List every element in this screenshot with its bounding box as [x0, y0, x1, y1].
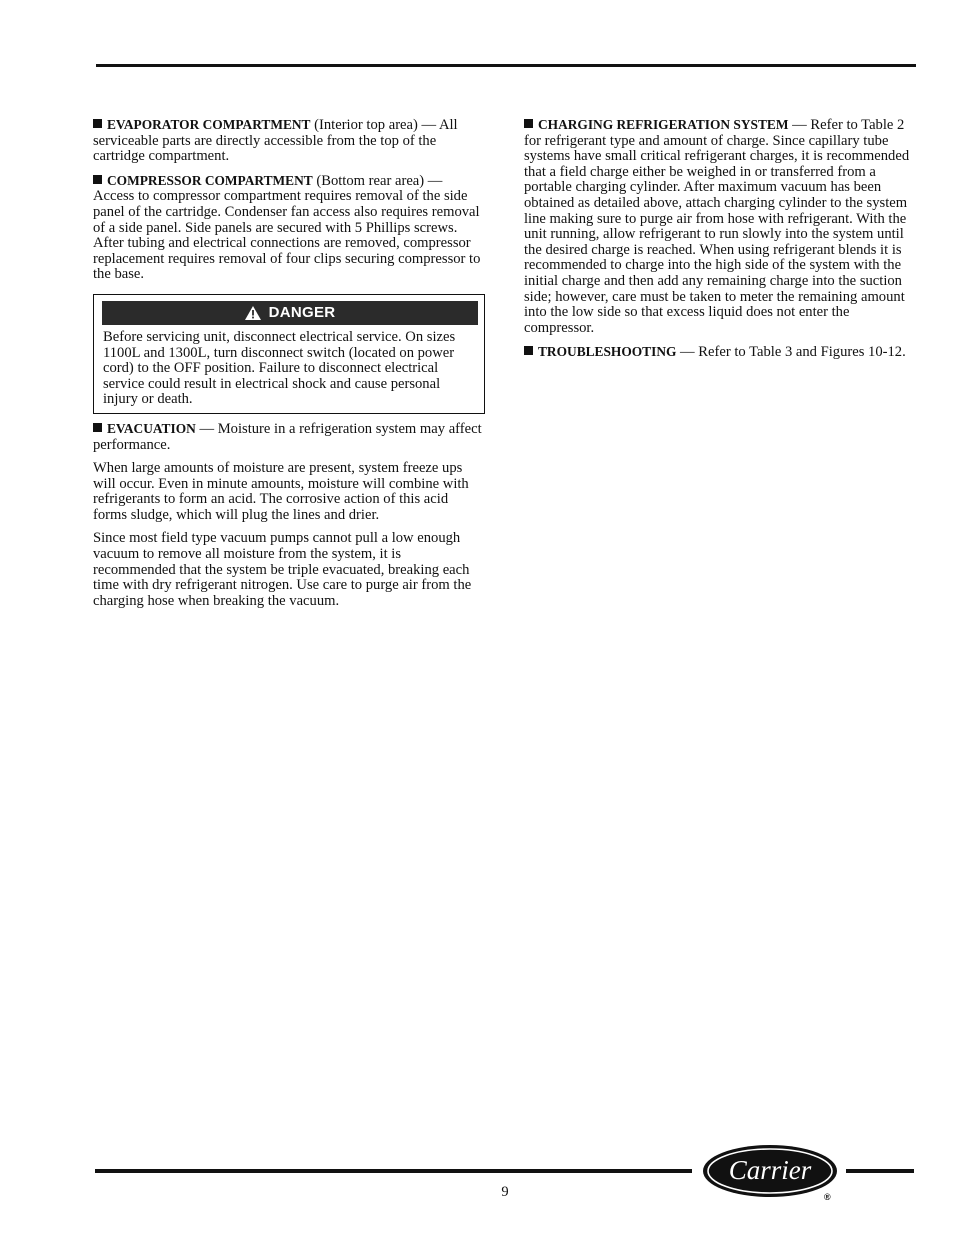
page-number: 9 [501, 1184, 509, 1200]
danger-text: Before servicing unit, disconnect electrical service. On sizes 1100L and 1300L, turn disconnect switch (located on power cord) to the OFF position. Failure to disconnect electrical service could result in electrical shock and cause personal injury or death. [103, 328, 456, 408]
footer-rule-left [95, 1169, 692, 1173]
compressor-heading: COMPRESSOR COMPARTMENT [107, 172, 313, 188]
warning-triangle-icon [245, 306, 261, 320]
evaporator-section [93, 117, 485, 165]
bullet-square-icon [93, 119, 102, 128]
compressor-section [93, 173, 485, 283]
danger-banner [102, 301, 478, 325]
charging-heading: CHARGING REFRIGERATION SYSTEM [538, 117, 789, 132]
troubleshooting-heading: TROUBLESHOOTING [538, 344, 677, 360]
moisture-paragraph: When large amounts of moisture are present, system freeze ups will occur. Even in minute amounts, moisture will combine with refrigerants to form an acid. The corrosive action of this acid forms sludge, which will plug the lines and drier. [93, 460, 469, 523]
vacuum-paragraph: Since most field type vacuum pumps cannot pull a low enough vacuum to remove all moisture from the system, it is recommended that the system be triple evacuated, breaking each time with dry refrigerant nitrogen. Use care to purge air from the charging hose when breaking the vacuum. [93, 530, 472, 609]
left-column [93, 117, 485, 617]
evacuation-text: — Moisture in a refrigeration system may affect performance. [93, 420, 482, 453]
bullet-square-icon [524, 346, 533, 355]
evaporator-text: (Interior top area) — All serviceable parts are directly accessible from the top of the cartridge compartment. [93, 117, 458, 165]
troubleshooting-section [524, 344, 916, 361]
footer-rule-right [846, 1169, 914, 1173]
danger-label: DANGER [268, 304, 336, 322]
danger-notice [93, 294, 485, 414]
bullet-square-icon [524, 119, 533, 128]
registered-mark: ® [824, 1192, 831, 1202]
evacuation-heading: EVACUATION [107, 420, 196, 436]
carrier-logo [700, 1143, 840, 1203]
bullet-square-icon [93, 175, 102, 184]
logo-wordmark: Carrier [728, 1155, 812, 1185]
evaporator-heading: EVAPORATOR COMPARTMENT [107, 117, 311, 132]
evacuation-section [93, 421, 485, 453]
compressor-text: (Bottom rear area) — Access to compressor compartment requires removal of the side panel of the cartridge. Condenser fan access also requires removal of a side panel. Side panels are secured with 5 Phillips screws. After tubing and electrical connections are removed, compressor replacement requires removal of four clips securing compressor to the base. [93, 172, 481, 283]
troubleshooting-text: — Refer to Table 3 and Figures 10-12. [676, 344, 906, 361]
header-rule [96, 64, 916, 67]
charging-text: — Refer to Table 2 for refrigerant type and amount of charge. Since capillary tube systems have small critical refrigerant charges, it is recommended that a field charge either be weighed in or transferred from a portable charging cylinder. After maximum vacuum has been obtained as detailed above, attach charging cylinder to the system line making sure to purge air from hose with refrigerant. With the unit running, allow refrigerant to run slowly into the system until the desired charge is reached. When using refrigerant blends it is recommended to charge into the high side of the system with the initial charge and then add any remaining charge into the suction side; however, care must be taken to meter the remaining amount into the low side so that excess liquid does not enter the compressor. [524, 117, 910, 336]
right-column [524, 117, 916, 369]
charging-section [524, 117, 916, 336]
bullet-square-icon [93, 423, 102, 432]
